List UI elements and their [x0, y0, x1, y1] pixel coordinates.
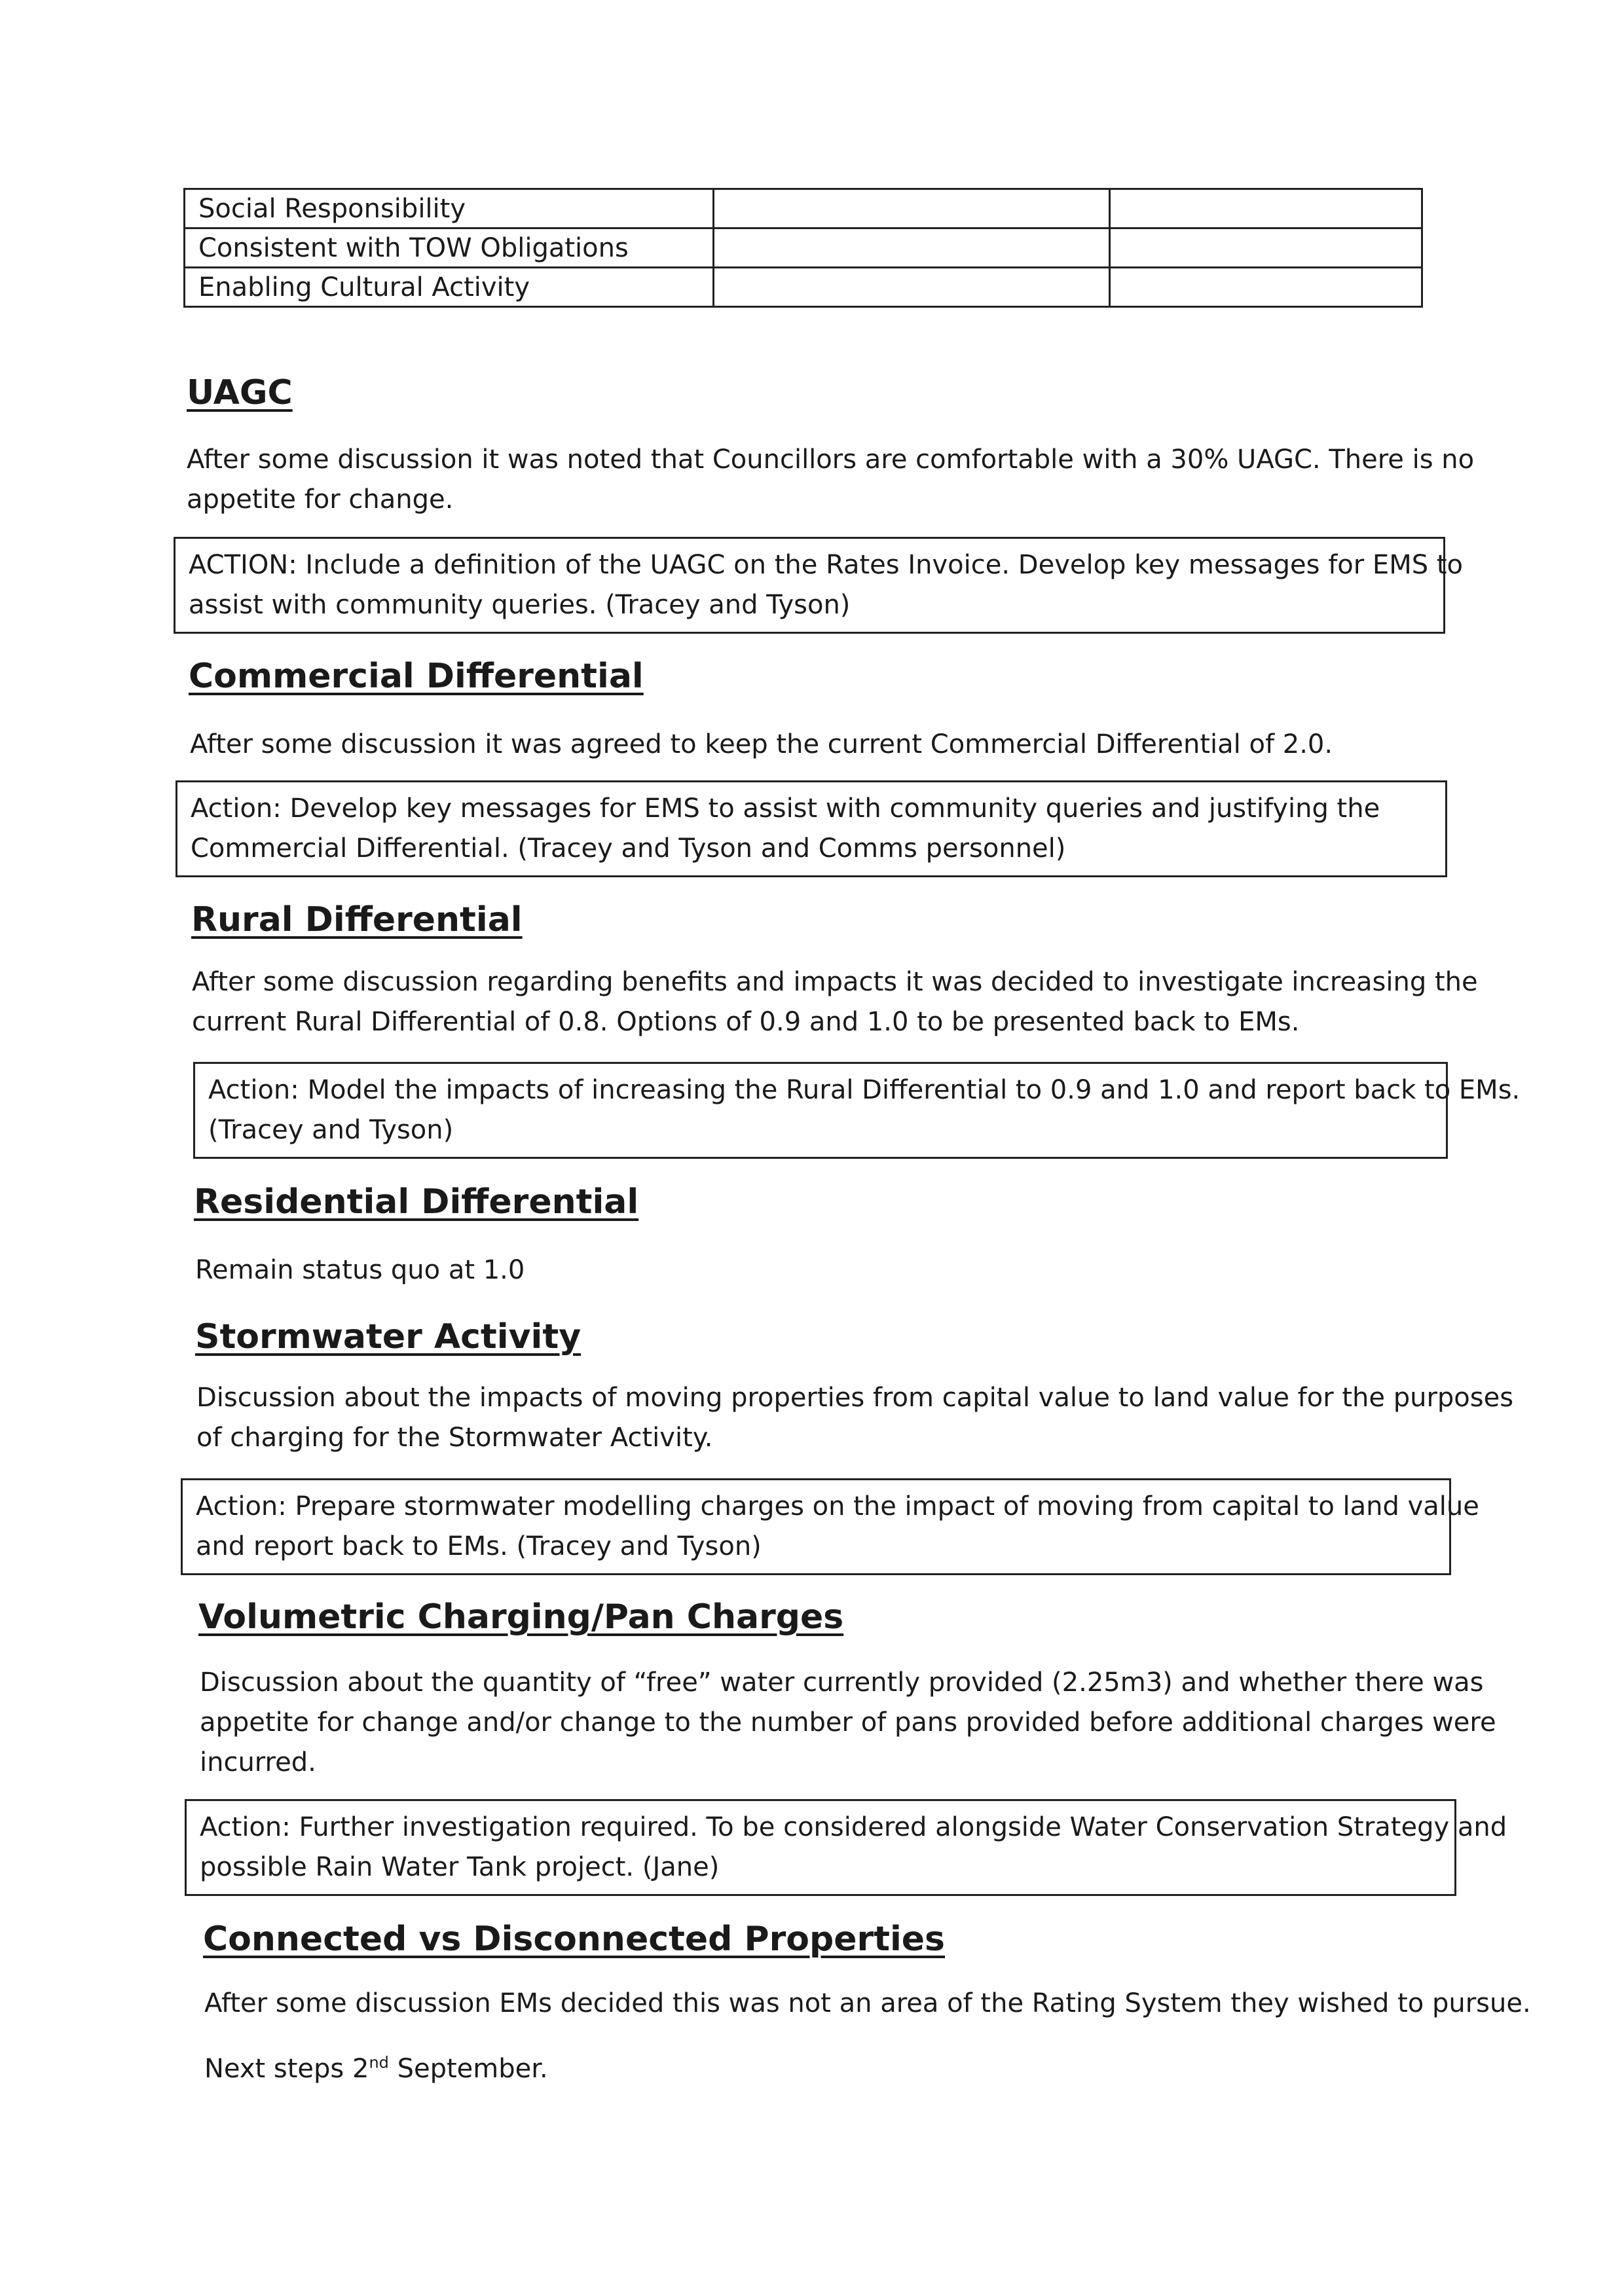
text-line: of charging for the Stormwater Activity. [196, 1423, 713, 1453]
text-line: Action: Model the impacts of increasing the Rural Differential to 0.9 and 1.0 and report back to EMs. [208, 1075, 1521, 1105]
volumetric-action-box [185, 1799, 1507, 1896]
stormwater-activity-heading: Stormwater Activity [195, 1317, 581, 1357]
table-cell-label: Consistent with TOW Obligations [185, 228, 714, 268]
connected-properties-text [204, 1984, 1531, 2024]
text-line: After some discussion EMs decided this was not an area of the Rating System they wished to pursue. [204, 1988, 1531, 2018]
table-cell-label: Enabling Cultural Activity [185, 268, 714, 307]
uagc-action-box [174, 537, 1463, 634]
commercial-differential-heading: Commercial Differential [189, 657, 644, 696]
commercial-differential-text [190, 725, 1333, 765]
table-cell [1110, 268, 1422, 307]
text-line: ACTION: Include a definition of the UAGC on the Rates Invoice. Develop key messages for EMS to [189, 550, 1463, 580]
text-line: appetite for change and/or change to the number of pans provided before additional charges were [200, 1707, 1496, 1738]
commercial-action-box [175, 780, 1447, 877]
text-line: After some discussion it was agreed to keep the current Commercial Differential of 2.0. [190, 729, 1333, 759]
stormwater-activity-text [196, 1378, 1513, 1458]
table-cell [1110, 189, 1422, 228]
table-cell [1110, 228, 1422, 268]
text-line: After some discussion regarding benefits and impacts it was decided to investigate increasing the [192, 967, 1478, 997]
table-cell [714, 268, 1110, 307]
ordinal-suffix: nd [369, 2053, 389, 2072]
table-cell [714, 189, 1110, 228]
volumetric-charging-heading: Volumetric Charging/Pan Charges [198, 1597, 844, 1637]
connected-properties-heading: Connected vs Disconnected Properties [203, 1920, 946, 1959]
text-line: Commercial Differential. (Tracey and Tyson and Comms personnel) [191, 833, 1066, 864]
text-line: Action: Develop key messages for EMS to assist with community queries and justifying the [191, 793, 1380, 824]
uagc-heading: UAGC [187, 373, 293, 412]
text-line: Remain status quo at 1.0 [195, 1255, 525, 1285]
table-cell [714, 228, 1110, 268]
uagc-text [187, 440, 1474, 520]
text-line: (Tracey and Tyson) [208, 1115, 454, 1145]
table-row [185, 228, 1422, 268]
text-line: Discussion about the impacts of moving properties from capital value to land value for the purposes [196, 1383, 1514, 1413]
rural-differential-text [192, 962, 1478, 1042]
next-steps-prefix: Next steps 2 [204, 2054, 369, 2084]
text-line: possible Rain Water Tank project. (Jane) [200, 1852, 720, 1882]
table-cell-label: Social Responsibility [185, 189, 714, 228]
volumetric-charging-text [200, 1663, 1496, 1783]
text-line: appetite for change. [187, 484, 454, 515]
text-line: Action: Further investigation required. To be considered alongside Water Conservation Strategy and [200, 1812, 1507, 1842]
text-line: current Rural Differential of 0.8. Options of 0.9 and 1.0 to be presented back to EMs. [192, 1007, 1300, 1037]
criteria-table [183, 188, 1423, 308]
text-line: After some discussion it was noted that Councillors are comfortable with a 30% UAGC. There is no [187, 445, 1475, 475]
rural-action-box [193, 1062, 1521, 1159]
text-line: and report back to EMs. (Tracey and Tyson) [196, 1531, 762, 1561]
text-line: Action: Prepare stormwater modelling charges on the impact of moving from capital to land value [196, 1491, 1479, 1522]
text-line: incurred. [200, 1747, 316, 1777]
rural-differential-heading: Rural Differential [191, 900, 523, 939]
next-steps-text [204, 2049, 548, 2089]
text-line: Discussion about the quantity of “free” water currently provided (2.25m3) and whether there was [200, 1667, 1484, 1698]
text-line: assist with community queries. (Tracey and Tyson) [189, 590, 851, 620]
stormwater-action-box [181, 1478, 1479, 1575]
table-row [185, 189, 1422, 228]
table-row [185, 268, 1422, 307]
next-steps-suffix: September. [388, 2054, 548, 2084]
residential-differential-heading: Residential Differential [194, 1182, 639, 1222]
residential-differential-text [195, 1250, 525, 1290]
